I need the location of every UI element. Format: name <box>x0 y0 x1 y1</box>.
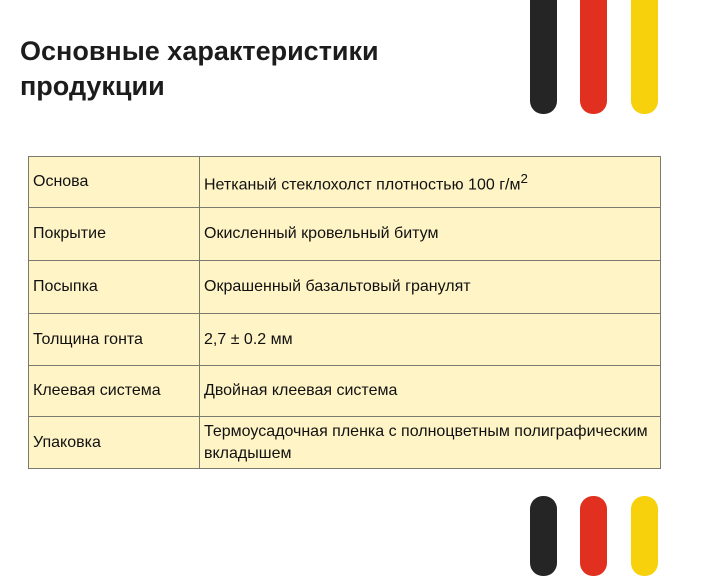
table-row <box>29 157 661 208</box>
spec-label: Покрытие <box>29 208 200 261</box>
spec-label: Упаковка <box>29 417 200 469</box>
spec-value <box>200 157 661 208</box>
spec-label: Толщина гонта <box>29 314 200 366</box>
spec-value-superscript: 2 <box>520 170 528 186</box>
decor-bar-red-bottom <box>580 496 607 576</box>
table-row <box>29 208 661 261</box>
decor-bar-black-bottom <box>530 496 557 576</box>
spec-value: Двойная клеевая система <box>200 366 661 417</box>
decor-bar-black-top <box>530 0 557 114</box>
table-row <box>29 314 661 366</box>
spec-value: Окрашенный базальтовый гранулят <box>200 261 661 314</box>
decor-bar-yellow-top <box>631 0 658 114</box>
decor-bar-red-top <box>580 0 607 114</box>
spec-label: Основа <box>29 157 200 208</box>
spec-value-text: Нетканый стеклохолст плотностью 100 г/м <box>204 176 521 194</box>
table-row <box>29 366 661 417</box>
title-line-1: Основные характеристики <box>20 36 379 66</box>
spec-value: Термоусадочная пленка с полноцветным полиграфическим вкладышем <box>200 417 661 469</box>
spec-label: Клеевая система <box>29 366 200 417</box>
spec-label: Посыпка <box>29 261 200 314</box>
title-line-2: продукции <box>20 71 165 101</box>
page-title <box>20 34 480 104</box>
decor-bar-yellow-bottom <box>631 496 658 576</box>
table-row <box>29 261 661 314</box>
specs-table <box>28 156 661 469</box>
table-row <box>29 417 661 469</box>
spec-value: 2,7 ± 0.2 мм <box>200 314 661 366</box>
spec-value: Окисленный кровельный битум <box>200 208 661 261</box>
